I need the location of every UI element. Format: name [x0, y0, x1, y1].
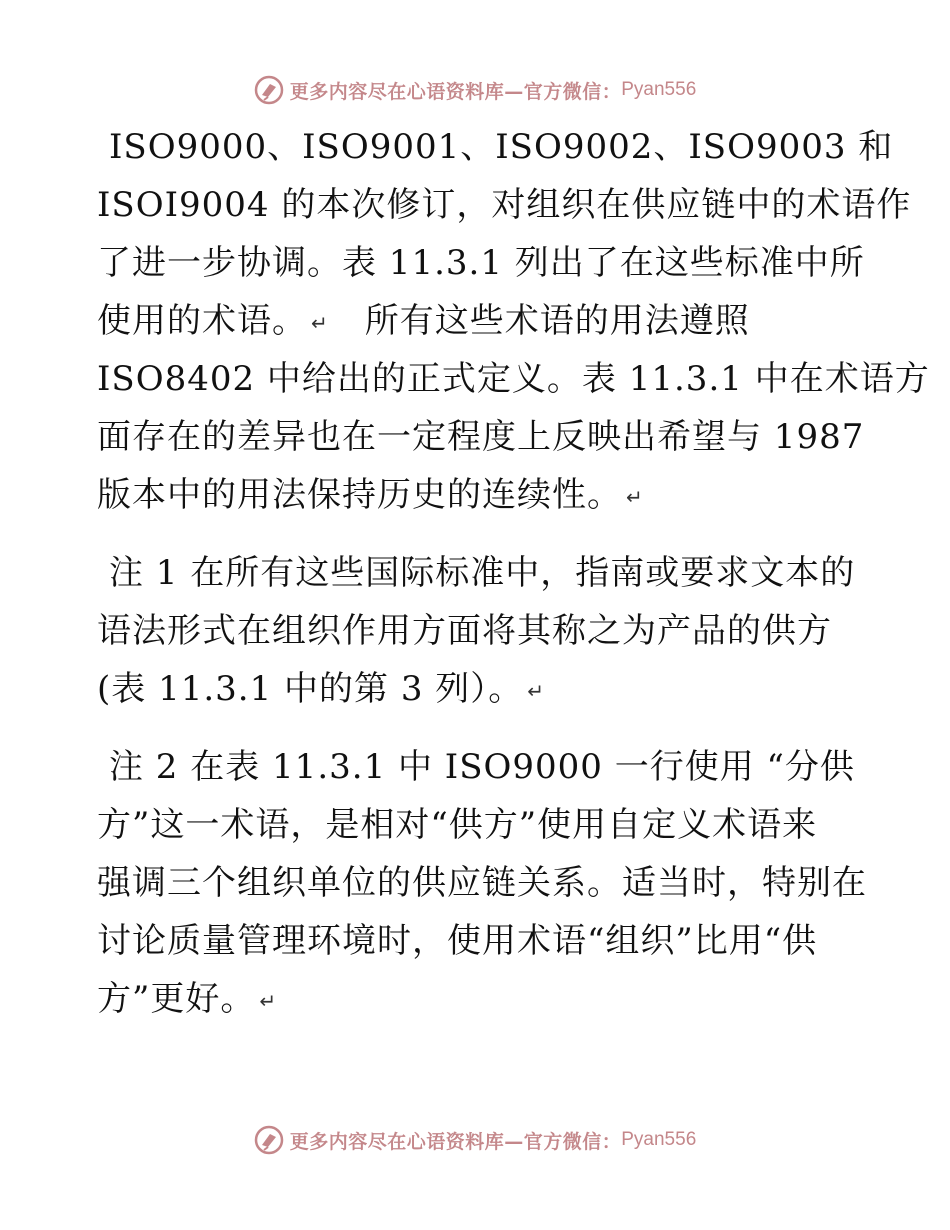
- text-line: 强调三个组织单位的供应链关系。适当时，特别在: [97, 863, 867, 903]
- paragraph-mark-icon: ↵: [626, 485, 644, 509]
- logo-icon: [254, 1125, 284, 1155]
- paragraph-note-2: [97, 738, 867, 1028]
- text-line: 了进一步协调。表 11.3.1 列出了在这些标准中所: [97, 243, 865, 283]
- banner-text: 更多内容尽在心语资料库—官方微信：: [289, 80, 622, 103]
- paragraph-note-1: [97, 544, 867, 718]
- text-line: [97, 660, 867, 718]
- text-line: 语法形式在组织作用方面将其称之为产品的供方: [97, 611, 832, 651]
- paragraph-1: [97, 118, 930, 524]
- text-line: 讨论质量管理环境时，使用术语“组织”比用“供: [97, 921, 818, 961]
- text-line: 注 1 在所有这些国际标准中，指南或要求文本的: [109, 553, 856, 593]
- document-body: [97, 118, 930, 1048]
- paragraph-mark-icon: ↵: [259, 989, 278, 1013]
- logo-icon: [254, 75, 284, 105]
- text-segment: 版本中的用法保持历史的连续性。: [97, 475, 622, 515]
- text-line: [97, 970, 867, 1028]
- text-segment: (表 11.3.1 中的第 3 列）。: [97, 669, 524, 709]
- banner-contact: Pyan556: [621, 1129, 697, 1150]
- text-line: [97, 466, 867, 524]
- header-banner: [0, 70, 950, 110]
- text-line: ISOI9004 的本次修订，对组织在供应链中的术语作: [97, 185, 912, 225]
- text-line: 注 2 在表 11.3.1 中 ISO9000 一行使用 “分供: [109, 747, 855, 787]
- paragraph-mark-icon: ↵: [311, 311, 329, 335]
- text-line: ISO8402 中给出的正式定义。表 11.3.1 中在术语方: [97, 359, 930, 399]
- text-line: 面存在的差异也在一定程度上反映出希望与 1987: [97, 417, 865, 457]
- text-line: ISO9000、ISO9001、ISO9002、ISO9003 和: [109, 127, 894, 167]
- text-segment: 方”更好。: [97, 979, 256, 1019]
- banner-text: 更多内容尽在心语资料库—官方微信：: [289, 1130, 622, 1153]
- banner-contact: Pyan556: [621, 79, 697, 100]
- text-line: 方”这一术语，是相对“供方”使用自定义术语来: [97, 805, 818, 845]
- footer-banner: [0, 1120, 950, 1160]
- text-segment: 使用的术语。: [97, 301, 307, 341]
- text-segment: 所有这些术语的用法遵照: [364, 301, 750, 341]
- text-line: [97, 292, 867, 350]
- paragraph-mark-icon: ↵: [527, 679, 546, 703]
